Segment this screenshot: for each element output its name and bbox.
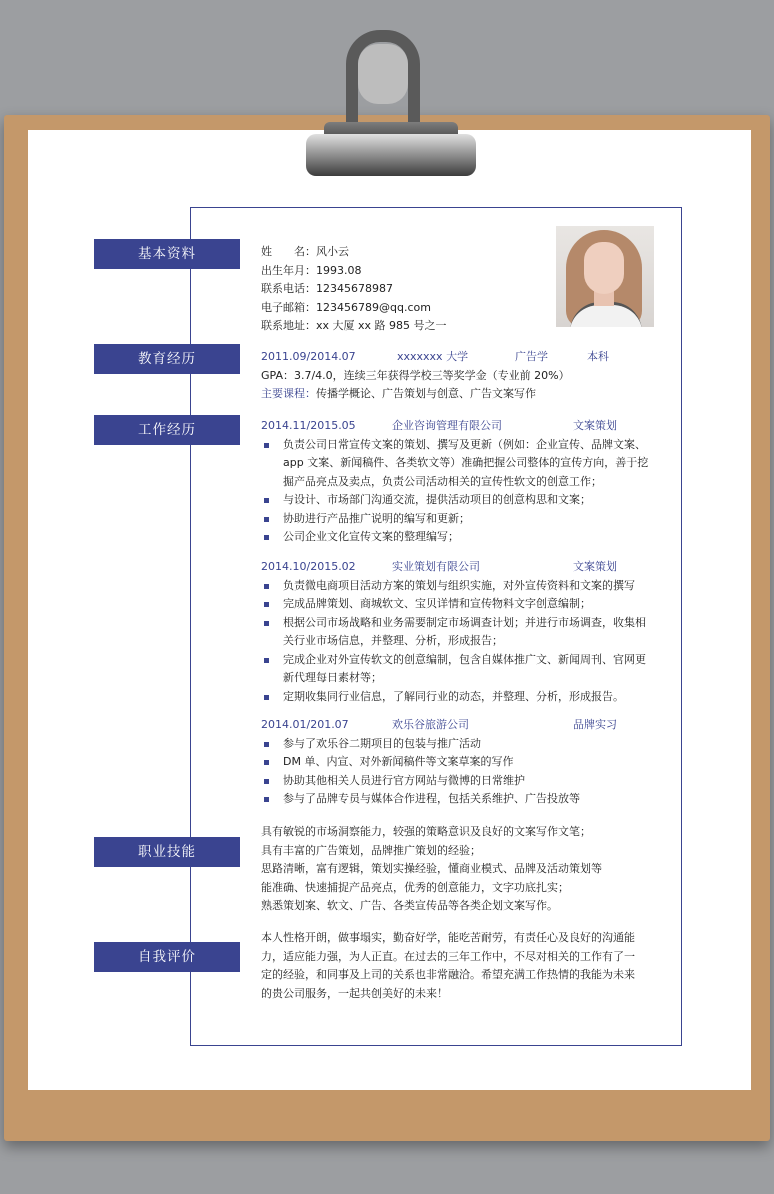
job-item: 完成企业对外宣传软文的创意编制，包含自媒体推广文、新闻周刊、官网更 新代理每日素材等； [261,651,681,688]
job-item: 协助其他相关人员进行官方网站与微博的日常维护 [261,772,681,791]
job-company: 企业咨询管理有限公司 [392,419,502,432]
education-major: 广告学 [515,350,548,363]
basic-email: 电子邮箱：123456789@qq.com [261,300,431,314]
job-item: 负责微电商项目活动方案的策划与组织实施，对外宣传资料和文案的撰写 [261,577,681,596]
job-item: 定期收集同行业信息，了解同行业的动态，并整理、分析，形成报告。 [261,688,681,707]
basic-info [261,243,447,336]
education-date: 2011.09/2014.07 [261,350,356,363]
skill-line: 具有敏锐的市场洞察能力，较强的策略意识及良好的文案写作文笔； [261,825,591,838]
job-header [261,417,681,436]
education-header [261,348,661,367]
job-header [261,716,681,735]
binder-clip-icon [306,30,476,180]
job-item: 参与了品牌专员与媒体合作进程，包括关系维护、广告投放等 [261,790,681,809]
self-line: 定的经验，和同事及上司的关系也非常融洽。希望充满工作热情的我能为未来 [261,968,635,981]
self-line: 的贵公司服务，一起共创美好的未来！ [261,986,448,1000]
courses-text: 传播学概论、广告策划与创意、广告文案写作 [316,387,536,400]
courses-label: 主要课程： [261,387,316,400]
job-3 [261,716,681,809]
job-date: 2014.01/201.07 [261,718,349,731]
job-item: DM 单、内宣、对外新闻稿件等文案草案的写作 [261,753,681,772]
job-item: 完成品牌策划、商城软文、宝贝详情和宣传物料文字创意编制； [261,595,681,614]
job-company: 实业策划有限公司 [392,560,480,573]
job-item: 与设计、市场部门沟通交流，提供活动项目的创意构思和文案； [261,491,681,510]
section-label-education: 教育经历 [94,344,240,374]
self-line: 力，适应能力强，为人正直。在过去的三年工作中，不尽对相关的工作有了一 [261,949,635,963]
job-item: 参与了欢乐谷二期项目的包装与推广活动 [261,735,681,754]
section-label-skills: 职业技能 [94,837,240,867]
education-block [261,348,661,404]
profile-photo [556,226,654,327]
job-item: 负责公司日常宣传文案的策划、撰写及更新（例如：企业宣传、品牌文案、 app 文案、新闻稿件、各类软文等）准确把握公司整体的宣传方向，善于挖 掘产品亮点及卖点，负责公司活动相关的宣传性软文的创意工作； [261,436,681,492]
basic-address: 联系地址：xx 大厦 xx 路 985 号之一 [261,319,447,332]
education-school: xxxxxxx 大学 [397,350,469,363]
skills-block [261,823,602,916]
skill-line: 思路清晰，富有逻辑，策划实操经验，懂商业模式、品牌及活动策划等 [261,862,602,875]
education-courses [261,385,661,404]
job-date: 2014.10/2015.02 [261,560,356,573]
skill-line: 熟悉策划案、软文、广告、各类宣传品等各类企划文案写作。 [261,899,558,912]
job-title: 文案策划 [573,419,617,432]
job-title: 品牌实习 [573,718,617,731]
job-company: 欢乐谷旅游公司 [392,718,469,731]
section-label-work: 工作经历 [94,415,240,445]
skill-line: 能准确、快速捕捉产品亮点，优秀的创意能力，文字功底扎实； [261,880,569,894]
job-header [261,558,681,577]
education-gpa: GPA：3.7/4.0，连续三年获得学校三等奖学金（专业前 20%） [261,368,570,382]
education-degree: 本科 [587,350,609,363]
self-line: 本人性格开朗，做事塌实，勤奋好学，能吃苦耐劳，有责任心及良好的沟通能 [261,931,635,944]
job-2 [261,558,681,706]
job-item: 协助进行产品推广说明的编写和更新； [261,510,681,529]
basic-phone: 联系电话：12345678987 [261,282,393,295]
section-label-self: 自我评价 [94,942,240,972]
job-item: 根据公司市场战略和业务需要制定市场调查计划；并进行市场调查，收集相 关行业市场信息，并整理、分析，形成报告； [261,614,681,651]
job-item: 公司企业文化宣传文案的整理编写； [261,528,681,547]
skill-line: 具有丰富的广告策划，品牌推广策划的经验； [261,843,481,857]
section-label-basic: 基本资料 [94,239,240,269]
basic-name: 姓 名：风小云 [261,245,349,258]
job-title: 文案策划 [573,560,617,573]
basic-birth: 出生年月：1993.08 [261,263,362,277]
job-date: 2014.11/2015.05 [261,419,356,432]
self-block [261,929,635,1003]
job-1 [261,417,681,547]
